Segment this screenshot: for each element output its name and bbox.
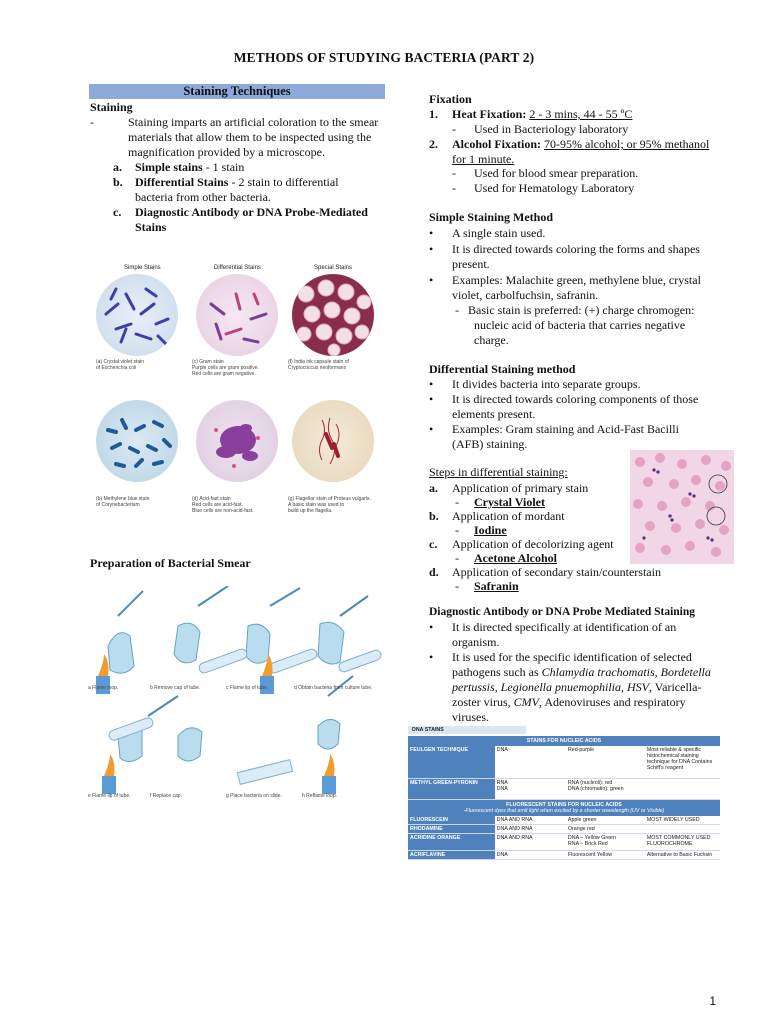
- diag-bullet-1b: organism.: [452, 635, 500, 649]
- step-letter: f: [150, 793, 152, 799]
- step-text: Place bacteria on slide.: [230, 793, 282, 799]
- alcohol-fixation-detail: 70-95% alcohol; or 95% methanol: [544, 137, 710, 151]
- fixation-heading: Fixation: [429, 92, 472, 106]
- stain-note: Alternative to Basic Fuchsin: [646, 852, 713, 858]
- pathogen-name: Bordetella: [660, 665, 711, 679]
- simple-stains-item: [135, 160, 244, 175]
- dna-stains-table: [408, 726, 720, 860]
- diag-bullet-1a: It is directed specifically at identification of an: [452, 620, 677, 634]
- heat-fixation-use: Used in Bacteriology laboratory: [474, 122, 629, 136]
- heat-fixation-term: Heat Fixation:: [452, 107, 527, 121]
- dna-stains-title: DNA STAINS: [408, 726, 526, 734]
- differential-stains-desc: - 2 stain to differential: [228, 175, 339, 189]
- diag-bullet-2d: [452, 695, 686, 710]
- step-d-text: Application of secondary stain/counterstain: [452, 565, 661, 579]
- pathogen-name: pertussis: [452, 680, 495, 694]
- smear-step-d: [294, 686, 388, 692]
- heat-fixation-label: 1.: [429, 107, 438, 121]
- diff-bullet-1: It divides bacteria into separate groups.: [452, 377, 641, 391]
- stain-target: DNA AND RNA: [496, 826, 533, 832]
- staining-line-1: Staining imparts an artificial coloration to the smear: [128, 115, 379, 129]
- flagellated-bacteria-icon: [292, 400, 374, 482]
- stain-color: Fluorescent Yellow: [567, 852, 613, 858]
- stain-target: DNA: [496, 747, 508, 753]
- alcohol-fixation-item: [452, 137, 709, 152]
- smear-step-f: [150, 794, 182, 800]
- micrograph-methylene-blue: [96, 400, 178, 482]
- diag-bullet-2a: It is used for the specific identification of selected: [452, 650, 692, 664]
- caption-methylene-blue: [96, 497, 186, 509]
- text-run: pathogens such as: [452, 665, 542, 679]
- figure-col-title-differential: Differential Stains: [214, 265, 261, 271]
- step-b-dash: -: [455, 523, 459, 537]
- stain-note: MOST WIDELY USED: [646, 817, 700, 823]
- smear-procedure-figure: [88, 586, 388, 808]
- figure-col-title-special: Special Stains: [314, 265, 353, 271]
- smear-hands-illustration-icon: [88, 586, 388, 808]
- list-label-c: c.: [113, 205, 122, 219]
- simple-bullet-2a: It is directed towards coloring the forms and shapes: [452, 242, 700, 256]
- simple-staining-heading: Simple Staining Method: [429, 210, 554, 224]
- pathogen-name: Legionella pnuemophilia: [500, 680, 622, 694]
- stain-note: [645, 779, 720, 799]
- simple-sub-c: charge.: [474, 333, 509, 347]
- simple-sub-dash: -: [455, 303, 459, 317]
- capsule-cells-icon: [292, 274, 374, 356]
- section-bar-staining-techniques: Staining Techniques: [89, 84, 385, 99]
- smear-step-a: [88, 686, 118, 692]
- steps-heading: Steps in differential staining:: [429, 465, 568, 479]
- step-label-d: d.: [429, 565, 439, 579]
- stain-color: DNA – Yellow Green RNA – Brick Red: [567, 835, 616, 847]
- step-a-reagent: Crystal Violet: [474, 495, 545, 509]
- caption-crystal-violet: [96, 360, 186, 372]
- gram-bacteria-icon: [196, 274, 278, 356]
- smear-step-h: [302, 794, 337, 800]
- stain-name: ACRIFLAVINE: [408, 851, 495, 859]
- stain-note: [645, 825, 720, 833]
- diff-bullet-3a: Examples: Gram staining and Acid-Fast Bacilli: [452, 422, 679, 436]
- caption-line: A basic stain was used to: [288, 501, 345, 508]
- table-row: [408, 779, 720, 800]
- gram-stain-micrograph: [630, 450, 734, 564]
- staining-bullet-dash: -: [90, 115, 94, 129]
- alcohol-fixation-term: Alcohol Fixation:: [452, 137, 541, 151]
- simple-bullet-3b: violet, carbolfuchsin, safranin.: [452, 288, 599, 302]
- text-run: ,: [621, 680, 628, 694]
- step-letter: a: [88, 685, 91, 691]
- bullet-icon: •: [429, 650, 434, 664]
- diagnostic-staining-heading: Diagnostic Antibody or DNA Probe Mediated Staining: [429, 606, 696, 618]
- smear-captions-row1: [88, 686, 388, 694]
- stain-target: DNA: [496, 852, 508, 858]
- diagnostic-stains-term-2: Stains: [135, 220, 167, 234]
- caption-acid-fast: [192, 497, 288, 514]
- step-b-text: Application of mordant: [452, 509, 565, 523]
- pathogen-name: Chlamydia trachomatis: [541, 665, 655, 679]
- step-text: Flame lip of tube.: [92, 793, 131, 799]
- caption-line: (b) Methylene blue stain: [96, 496, 150, 502]
- step-c-dash: -: [455, 551, 459, 565]
- pathogen-name: CMV: [513, 695, 539, 709]
- caption-line: Blue cells are non-acid-fast.: [192, 507, 254, 514]
- table-row: [408, 851, 720, 860]
- stain-name: METHYL GREEN-PYRONIN: [408, 779, 495, 799]
- diag-bullet-2c: [452, 680, 701, 695]
- differential-stains-desc-2: bacteria from other bacteria.: [135, 190, 271, 204]
- gram-stained-cells-icon: [630, 450, 734, 564]
- stain-types-figure: [92, 262, 388, 522]
- pathogen-name: HSV: [627, 680, 650, 694]
- smear-captions-row2: [88, 794, 388, 802]
- smear-step-e: [88, 794, 131, 800]
- stain-name: ACRIDINE ORANGE: [408, 834, 495, 850]
- caption-line: Purple cells are gram positive.: [192, 364, 259, 371]
- alcohol-dash-1: -: [452, 166, 456, 180]
- table-row: [408, 825, 720, 834]
- stain-color: RNA (nucleoli): red DNA (chromatin): green: [567, 780, 624, 792]
- caption-line: (g) Flagellar stain of Proteus vulgaris.: [288, 496, 371, 502]
- step-text: Obtain bacteria from culture tube.: [298, 685, 373, 691]
- list-label-a: a.: [113, 160, 122, 174]
- list-label-b: b.: [113, 175, 123, 189]
- step-letter: e: [88, 793, 91, 799]
- text-run: , Varicella-: [649, 680, 702, 694]
- alcohol-use-2: Used for Hematology Laboratory: [474, 181, 635, 195]
- stain-target: DNA AND RNA: [496, 835, 533, 841]
- smear-step-b: [150, 686, 200, 692]
- staining-line-2: materials that allow them to be inspected using the: [128, 130, 372, 144]
- alcohol-fixation-label: 2.: [429, 137, 438, 151]
- simple-bullet-2b: present.: [452, 257, 490, 271]
- diff-bullet-2b: elements present.: [452, 407, 536, 421]
- smear-heading: Preparation of Bacterial Smear: [90, 556, 251, 570]
- caption-gram-stain: [192, 360, 288, 377]
- diff-bullet-3b: (AFB) staining.: [452, 437, 528, 451]
- caption-line: Red cells are acid-fast.: [192, 501, 243, 508]
- step-text: Flame loop.: [92, 685, 119, 691]
- step-c-reagent: Acetone Alcohol: [474, 551, 557, 565]
- figure-col-title-simple: Simple Stains: [124, 265, 161, 271]
- step-letter: d: [294, 685, 297, 691]
- acid-fast-cluster-icon: [196, 400, 278, 482]
- diff-bullet-2a: It is directed towards coloring components of those: [452, 392, 699, 406]
- micrograph-flagellar: [292, 400, 374, 482]
- step-text: Remove cap of tube.: [154, 685, 201, 691]
- table-row: [408, 746, 720, 779]
- page-title: METHODS OF STUDYING BACTERIA (PART 2): [233, 50, 535, 65]
- caption-line: (f) India ink capsule stain of: [288, 359, 349, 365]
- micrograph-gram-stain: [196, 274, 278, 356]
- bullet-icon: •: [429, 242, 434, 256]
- caption-line: of Escherichia coli: [96, 364, 137, 371]
- alcohol-use-1: Used for blood smear preparation.: [474, 166, 639, 180]
- caption-line: (c) Gram stain: [192, 359, 224, 365]
- stain-color: Orange red: [567, 826, 595, 832]
- corynebacterium-icon: [96, 400, 178, 482]
- step-letter: c: [226, 685, 229, 691]
- step-text: Replace cap.: [152, 793, 182, 799]
- smear-step-c: [226, 686, 268, 692]
- bullet-icon: •: [429, 392, 434, 406]
- bullet-icon: •: [429, 377, 434, 391]
- heat-fixation-item: [452, 107, 632, 122]
- table-row: [408, 816, 720, 825]
- staining-line-3: magnification provided by a microscope.: [128, 145, 325, 159]
- stain-note: MOST COMMONLY USED FLUOROCHROME: [646, 835, 711, 847]
- bullet-icon: •: [429, 422, 434, 436]
- simple-bullet-1: A single stain used.: [452, 226, 546, 240]
- text-run: zoster virus,: [452, 695, 514, 709]
- step-d-reagent: Safranin: [474, 579, 519, 593]
- stain-color: Red-purple: [567, 747, 595, 753]
- step-b-reagent: Iodine: [474, 523, 507, 537]
- fluorescent-stains-subheader: -Fluorescent dyes that emit light when excited by a shorter wavelength (UV or Visible): [408, 808, 720, 816]
- step-letter: g: [226, 793, 229, 799]
- caption-line: of Corynebacterium: [96, 501, 140, 508]
- micrograph-crystal-violet: [96, 274, 178, 356]
- simple-sub-b: nucleic acid of bacteria that carries negative: [474, 318, 686, 332]
- caption-line: Cryptococcus neoformans: [288, 364, 347, 371]
- step-text: Reflame loop.: [306, 793, 338, 799]
- text-run: , Adenoviruses and respiratory: [539, 695, 686, 709]
- caption-line: Red cells are gram negative.: [192, 370, 256, 377]
- text-run: ,: [494, 680, 501, 694]
- table-row: [408, 834, 720, 851]
- diag-bullet-2b: [452, 665, 711, 680]
- fluorescent-stains-header: FLUORESCENT STAINS FOR NUCLEIC ACIDS: [408, 800, 720, 808]
- step-label-b: b.: [429, 509, 439, 523]
- stain-name: RHODAMINE: [408, 825, 495, 833]
- differential-staining-heading: Differential Staining method: [429, 362, 576, 376]
- step-letter: b: [150, 685, 153, 691]
- step-letter: h: [302, 793, 305, 799]
- bullet-icon: •: [429, 226, 434, 240]
- stain-target: DNA AND RNA: [496, 817, 533, 823]
- staining-heading: Staining: [90, 100, 133, 114]
- diag-bullet-2e: viruses.: [452, 710, 489, 724]
- heat-fixation-detail: 2 - 3 mins, 44 - 55 ºC: [529, 107, 633, 121]
- simple-stains-desc: - 1 stain: [202, 160, 245, 174]
- caption-line: (a) Crystal violet stain: [96, 359, 145, 365]
- stain-target: RNA DNA: [496, 780, 508, 792]
- micrograph-acid-fast: [196, 400, 278, 482]
- heat-fixation-dash: -: [452, 122, 456, 136]
- diagnostic-stains-term: Diagnostic Antibody or DNA Probe-Mediated: [135, 205, 368, 219]
- simple-sub-a: Basic stain is preferred: (+) charge chromogen:: [468, 303, 695, 317]
- differential-stains-item: [135, 175, 339, 190]
- simple-bullet-3a: Examples: Malachite green, methylene blue, crystal: [452, 273, 701, 287]
- simple-stains-term: Simple stains: [135, 160, 203, 174]
- stain-note: Most reliable & specific histochemical staining technique for DNA Contains Schiff's reagent: [646, 747, 713, 771]
- nucleic-acid-stains-header: STAINS FOR NUCLEIC ACIDS: [408, 736, 720, 746]
- step-a-text: Application of primary stain: [452, 481, 589, 495]
- micrograph-india-ink: [292, 274, 374, 356]
- step-a-dash: -: [455, 495, 459, 509]
- smear-step-g: [226, 794, 282, 800]
- step-label-a: a.: [429, 481, 438, 495]
- stain-name: FEULGEN TECHNIQUE: [408, 746, 495, 778]
- caption-line: (d) Acid-fast stain: [192, 496, 231, 502]
- caption-india-ink: [288, 360, 388, 372]
- text-run: ,: [654, 665, 661, 679]
- differential-stains-term: Differential Stains: [135, 175, 229, 189]
- step-c-text: Application of decolorizing agent: [452, 537, 614, 551]
- step-label-c: c.: [429, 537, 438, 551]
- stain-color: Apple green: [567, 817, 597, 823]
- caption-line: build up the flagella.: [288, 507, 333, 514]
- alcohol-dash-2: -: [452, 181, 456, 195]
- page-number: 1: [709, 994, 716, 1008]
- step-d-dash: -: [455, 579, 459, 593]
- stain-name: FLUORESCEIN: [408, 816, 495, 824]
- alcohol-fixation-detail-2: for 1 minute.: [452, 152, 515, 166]
- step-text: Flame lip of tube.: [229, 685, 269, 691]
- rod-bacteria-icon: [96, 274, 178, 356]
- bullet-icon: •: [429, 273, 434, 287]
- caption-flagellar: [288, 497, 388, 514]
- bullet-icon: •: [429, 620, 434, 634]
